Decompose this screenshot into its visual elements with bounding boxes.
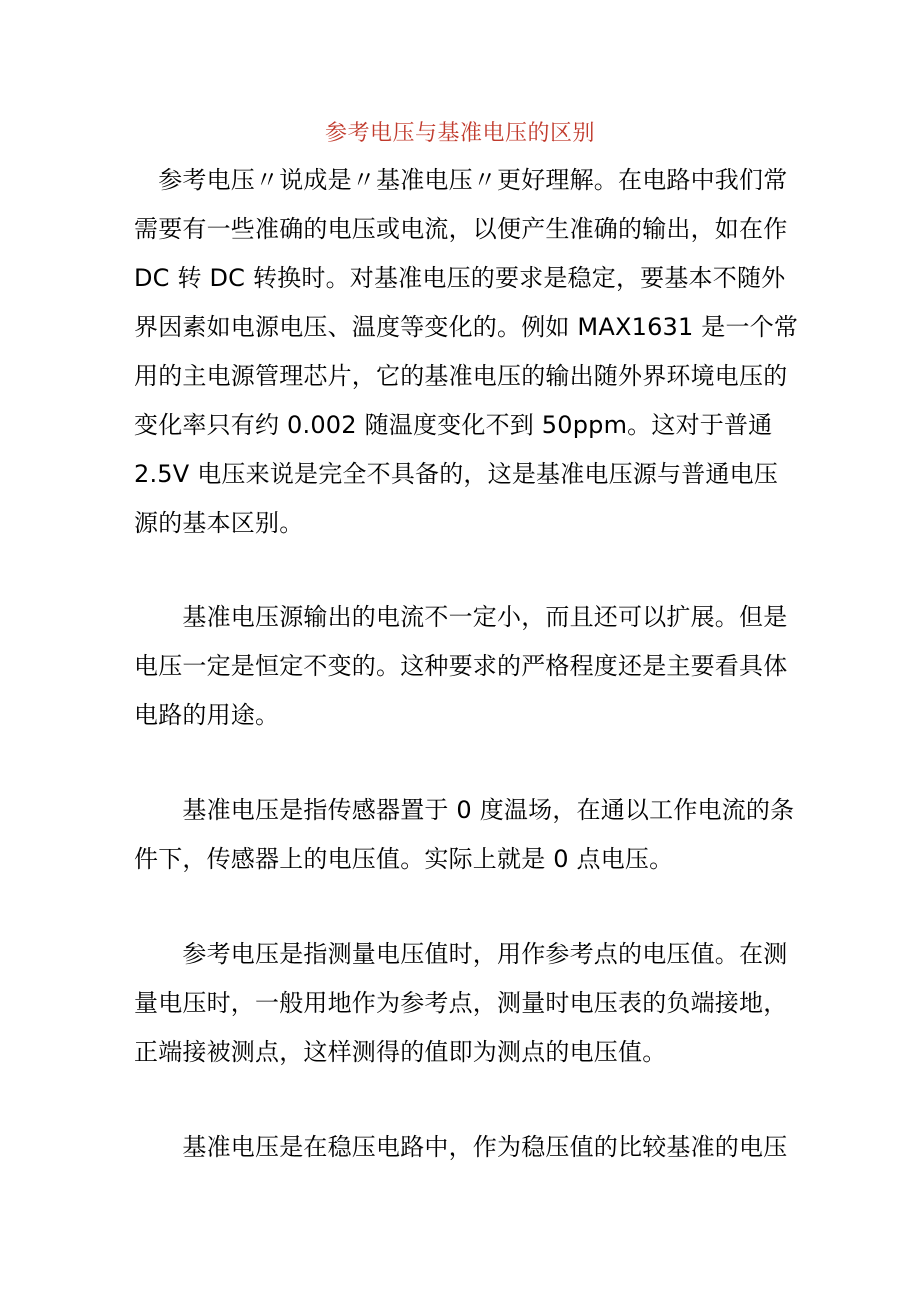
paragraph-1-line-4: 界因素如电源电压、温度等变化的。例如 MAX1631 是一个常 — [134, 313, 799, 341]
paragraph-1-line-2: 需要有一些准确的电压或电流，以便产生准确的输出，如在作 — [134, 215, 788, 243]
paragraph-1-line-3: DC 转 DC 转换时。对基准电压的要求是稳定，要基本不随外 — [134, 264, 786, 292]
paragraph-2-line-2: 电压一定是恒定不变的。这种要求的严格程度还是主要看具体 — [134, 652, 788, 680]
document-title: 参考电压与基准电压的区别 — [324, 121, 595, 146]
paragraph-1-line-8: 源的基本区别。 — [134, 509, 304, 537]
paragraph-1-line-5: 用的主电源管理芯片，它的基准电压的输出随外界环境电压的 — [134, 362, 788, 390]
paragraph-1-line-1: 参考电压〃说成是〃基准电压〃更好理解。在电路中我们常 — [134, 166, 788, 194]
paragraph-1-line-6: 变化率只有约 0.002 随温度变化不到 50ppm。这对于普通 — [134, 411, 773, 439]
paragraph-1-line-7: 2.5V 电压来说是完全不具备的，这是基准电压源与普通电压 — [134, 460, 779, 488]
paragraph-4-line-1: 参考电压是指测量电压值时，用作参考点的电压值。在测 — [134, 940, 788, 968]
paragraph-3-line-1: 基准电压是指传感器置于 0 度温场，在通以工作电流的条 — [134, 796, 795, 824]
paragraph-4-line-2: 量电压时，一般用地作为参考点，测量时电压表的负端接地， — [134, 989, 788, 1017]
paragraph-2-line-3: 电路的用途。 — [134, 701, 280, 729]
paragraph-5-line-1: 基准电压是在稳压电路中，作为稳压值的比较基准的电压 — [134, 1133, 788, 1161]
paragraph-2-line-1: 基准电压源输出的电流不一定小，而且还可以扩展。但是 — [134, 603, 788, 631]
paragraph-4-line-3: 正端接被测点，这样测得的值即为测点的电压值。 — [134, 1038, 667, 1066]
paragraph-3-line-2: 件下，传感器上的电压值。实际上就是 0 点电压。 — [134, 845, 674, 873]
